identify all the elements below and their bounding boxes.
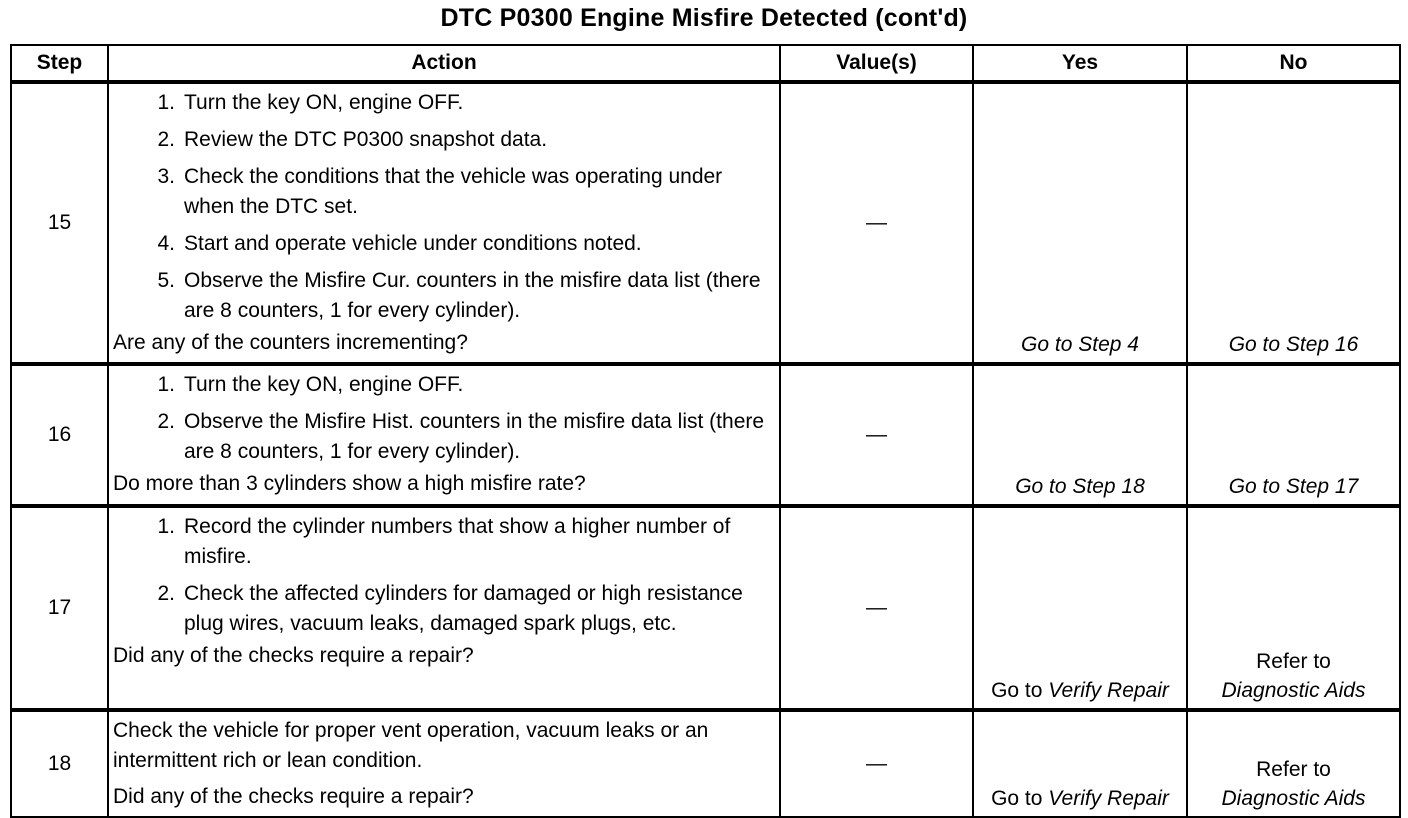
step-number: 17 [11, 506, 108, 710]
no-prefix: Refer to [1256, 758, 1331, 781]
list-item: 2. Observe the Misfire Hist. counters in the misfire data list (there are 8 counters, 1 for every cylinder). [157, 410, 765, 463]
action-cell [108, 710, 780, 817]
list-item: 5. Observe the Misfire Cur. counters in the misfire data list (there are 8 counters, 1 for every cylinder). [157, 269, 761, 322]
yes-prefix: Go to [991, 679, 1043, 702]
no-link[interactable]: Go to Step 16 [1228, 333, 1359, 356]
no-prefix: Refer to [1256, 650, 1331, 673]
action-cell [108, 506, 780, 710]
action-list [113, 370, 773, 467]
table-row [11, 506, 1400, 710]
header-no: No [1187, 45, 1400, 82]
yes-prefix: Go to [991, 787, 1043, 810]
list-item: 4. Start and operate vehicle under conditions noted. [157, 232, 642, 255]
yes-link[interactable]: Go to Step 4 [1021, 333, 1139, 356]
yes-cell [973, 82, 1187, 364]
value-cell: — [780, 506, 973, 710]
action-question: Are any of the counters incrementing? [113, 331, 468, 354]
table-row [11, 710, 1400, 817]
yes-link[interactable]: Go to Step 18 [1015, 475, 1145, 498]
header-step: Step [11, 45, 108, 82]
yes-link[interactable]: Verify Repair [1048, 679, 1169, 702]
action-cell [108, 82, 780, 364]
value-cell: — [780, 710, 973, 817]
no-cell [1187, 710, 1400, 817]
step-number: 16 [11, 364, 108, 506]
list-item: 2. Check the affected cylinders for damaged or high resistance plug wires, vacuum leaks, damaged spark plugs, etc. [157, 582, 743, 635]
yes-cell [973, 364, 1187, 506]
list-item: 2. Review the DTC P0300 snapshot data. [157, 128, 548, 151]
action-question: Did any of the checks require a repair? [113, 785, 474, 808]
action-list [113, 512, 773, 639]
step-number: 15 [11, 82, 108, 364]
header-values: Value(s) [780, 45, 973, 82]
table-row [11, 82, 1400, 364]
action-list [113, 88, 773, 326]
no-cell [1187, 82, 1400, 364]
action-cell [108, 364, 780, 506]
no-link[interactable]: Go to Step 17 [1228, 475, 1359, 498]
diagnostic-table [10, 44, 1401, 818]
value-cell: — [780, 82, 973, 364]
action-question: Do more than 3 cylinders show a high misfire rate? [113, 472, 586, 495]
page-title: DTC P0300 Engine Misfire Detected (cont'd) [440, 4, 968, 32]
no-link[interactable]: Diagnostic Aids [1221, 679, 1366, 702]
yes-cell [973, 710, 1187, 817]
header-action: Action [108, 45, 780, 82]
yes-link[interactable]: Verify Repair [1048, 787, 1169, 810]
list-item: 3. Check the conditions that the vehicle was operating under when the DTC set. [157, 165, 723, 218]
action-text: Check the vehicle for proper vent operation, vacuum leaks or an intermittent rich or lean condition. [113, 719, 709, 772]
no-link[interactable]: Diagnostic Aids [1221, 787, 1366, 810]
header-yes: Yes [973, 45, 1187, 82]
action-question: Did any of the checks require a repair? [113, 644, 474, 667]
step-number: 18 [11, 710, 108, 817]
table-row [11, 364, 1400, 506]
no-cell [1187, 506, 1400, 710]
yes-cell [973, 506, 1187, 710]
list-item: 1. Turn the key ON, engine OFF. [157, 373, 464, 396]
list-item: 1. Turn the key ON, engine OFF. [157, 91, 464, 114]
value-cell: — [780, 364, 973, 506]
no-cell [1187, 364, 1400, 506]
list-item: 1. Record the cylinder numbers that show a higher number of misfire. [157, 515, 731, 568]
header-row [11, 45, 1400, 82]
